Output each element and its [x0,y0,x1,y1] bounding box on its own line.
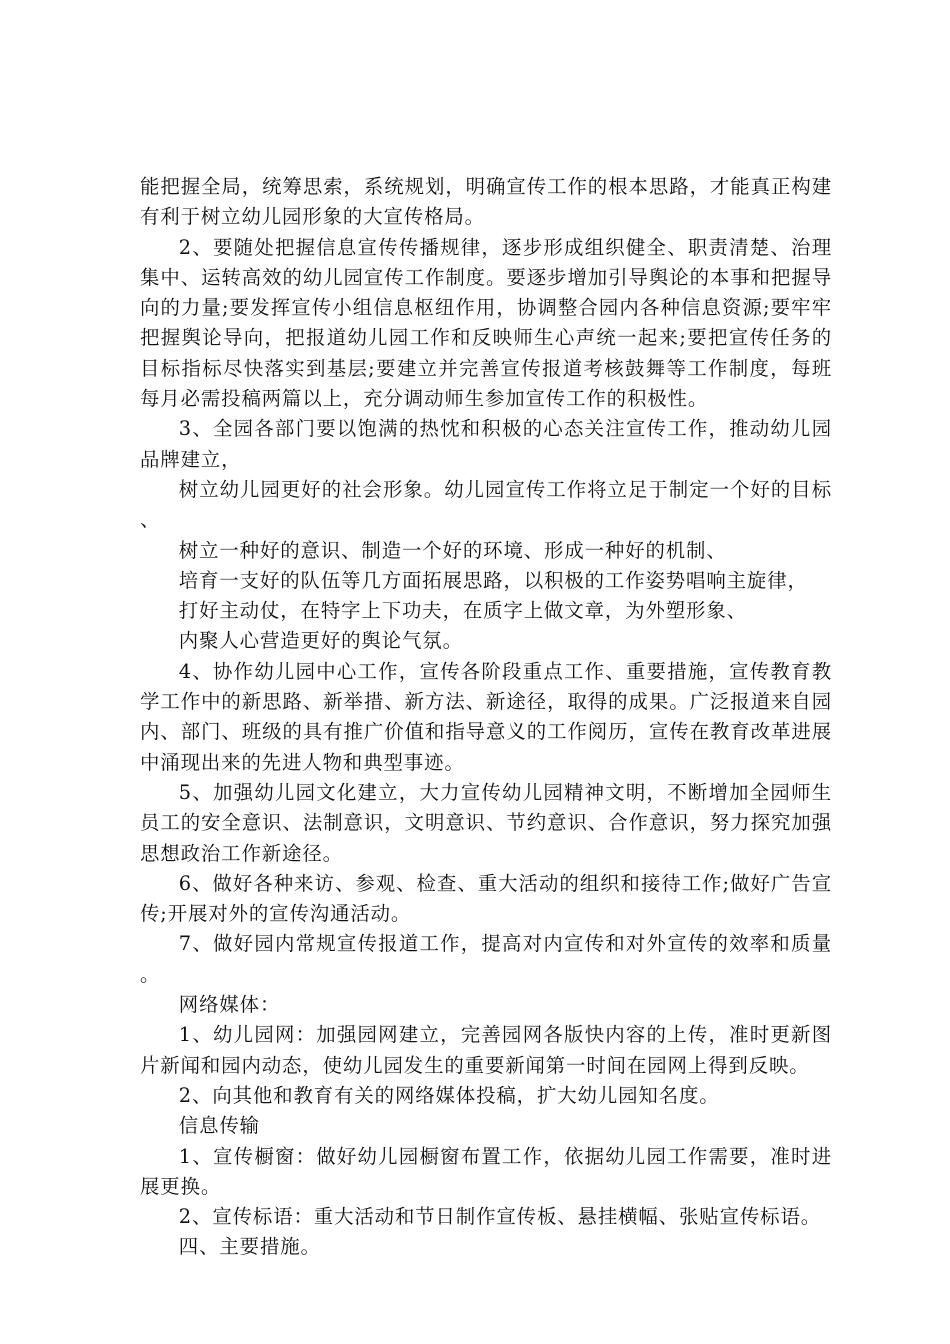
section-heading: 网络媒体： [178,993,281,1017]
paragraph: 打好主动仗，在特字上下功夫，在质字上做文章，为外塑形象、 [178,599,747,623]
paragraph: 1、宣传橱窗：做好幼儿园橱窗布置工作，依据幼儿园工作需要，准时进展更换。 [140,1144,832,1198]
paragraph: 内聚人心营造更好的舆论气氛。 [178,629,463,653]
paragraph: 2、向其他和教育有关的网络媒体投稿，扩大幼儿园知名度。 [178,1083,720,1107]
section-heading: 信息传输 [178,1114,260,1138]
paragraph: 树立幼儿园更好的社会形象。幼儿园宣传工作将立足于制定一个好的目标、 [140,477,832,532]
paragraph: 2、要随处把握信息宣传传播规律，逐步形成组织健全、职责清楚、治理集中、运转高效的幼儿园宣传工作制度。要逐步增加引导舆论的本事和把握导向的力量;要发挥宣传小组信息枢纽作用，协调整合园内各种信息资源;要牢牢把握舆论导向，把报道幼儿园工作和反映师生心声统一起来;要把宣传任务的目标指标尽快落实到基层;要建立并完善宣传报道考核鼓舞等工作制度，每班每月必需投稿两篇以上，充分调动师生参加宣传工作的积极性。 [140,235,832,411]
paragraph: 4、协作幼儿园中心工作，宣传各阶段重点工作、重要措施，宣传教育教学工作中的新思路、新举措、新方法、新途径，取得的成果。广泛报道来自园内、部门、班级的具有推广价值和指导意义的工作阅历，宣传在教育改革进展中涌现出来的先进人物和典型事迹。 [140,659,832,774]
paragraph: 1、幼儿园网：加强园网建立，完善园网各版快内容的上传，准时更新图片新闻和园内动态，使幼儿园发生的重要新闻第一时间在园网上得到反映。 [140,1023,832,1077]
paragraph: 能把握全局，统筹思索，系统规划，明确宣传工作的根本思路，才能真正构建有利于树立幼儿园形象的大宣传格局。 [140,175,832,229]
paragraph: 5、加强幼儿园文化建立，大力宣传幼儿园精神文明，不断增加全园师生员工的安全意识、法制意识，文明意识、节约意识、合作意识，努力探究加强思想政治工作新途径。 [140,780,832,865]
paragraph: 7、做好园内常规宣传报道工作，提高对内宣传和对外宣传的效率和质量。 [140,932,832,986]
paragraph: 2、宣传标语：重大活动和节日制作宣传板、悬挂横幅、张贴宣传标语。 [178,1205,822,1229]
paragraph: 3、全园各部门要以饱满的热忱和积极的心态关注宣传工作，推动幼儿园品牌建立， [140,417,832,471]
paragraph: 培育一支好的队伍等几方面拓展思路，以积极的工作姿势唱响主旋律， [178,568,808,592]
section-heading: 四、主要措施。 [178,1235,321,1259]
document-body [140,172,832,1263]
paragraph: 树立一种好的意识、制造一个好的环境、形成一种好的机制、 [178,538,727,562]
paragraph: 6、做好各种来访、参观、检查、重大活动的组织和接待工作;做好广告宣传;开展对外的宣传沟通活动。 [140,871,832,926]
